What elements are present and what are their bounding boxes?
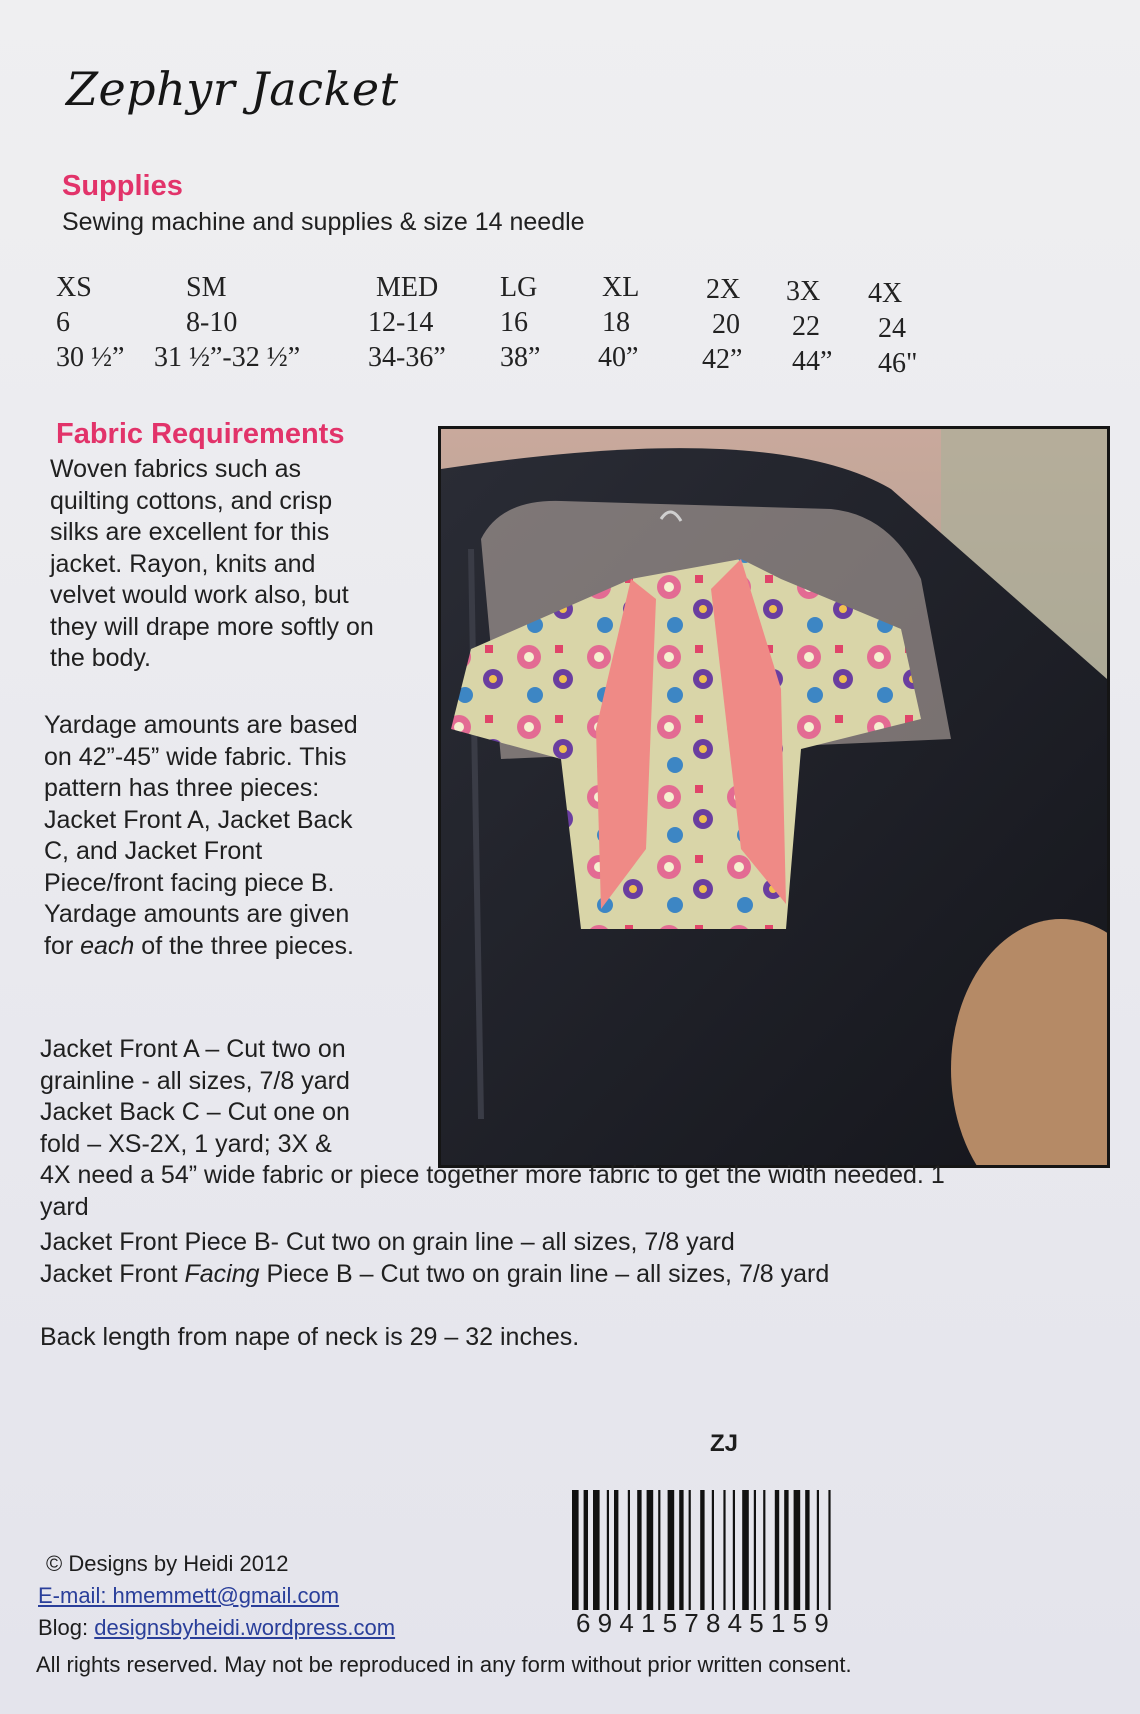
text-line: Piece/front facing piece B. (44, 868, 335, 897)
size-measure: 44” (792, 346, 833, 377)
text-line: Woven fabrics such as (50, 455, 302, 483)
barcode-bar (828, 1490, 830, 1610)
text-line: fold – XS-2X, 1 yard; 3X & (40, 1129, 332, 1158)
size-label: LG (500, 272, 538, 303)
size-label: MED (376, 272, 439, 303)
text-line: jacket. Rayon, knits and (50, 549, 316, 578)
fabric-heading: Fabric Requirements (56, 418, 345, 450)
size-measure: 34-36” (368, 342, 446, 373)
size-measure: 31 ½”-32 ½” (154, 342, 301, 373)
text-line: the body. (50, 644, 152, 672)
back-length-note: Back length from nape of neck is 29 – 32 inches. (40, 1323, 580, 1351)
size-column (868, 276, 917, 381)
supplies-text: Sewing machine and supplies & size 14 needle (62, 208, 585, 236)
size-label: XS (56, 272, 92, 303)
barcode-bar (723, 1490, 725, 1610)
text-line (40, 1259, 1100, 1291)
barcode-bar (742, 1490, 749, 1610)
barcode-bar (754, 1490, 756, 1610)
text-line: C, and Jacket Front (44, 837, 263, 865)
size-number: 20 (712, 309, 740, 340)
blog-line (38, 1612, 395, 1644)
size-column (154, 270, 300, 375)
size-column (368, 270, 446, 375)
barcode-bar (614, 1490, 618, 1610)
size-number: 6 (56, 307, 70, 338)
barcode-number: 694157845159 (576, 1608, 836, 1638)
emphasis: each (80, 931, 135, 960)
barcode-bar (805, 1490, 809, 1610)
barcode-bar (658, 1490, 660, 1610)
supplies-heading: Supplies (62, 170, 183, 202)
fabric-paragraph-1 (50, 454, 430, 675)
text-fragment: Piece B – Cut two on grain line – all sizes, 7/8 yard (259, 1259, 830, 1288)
text-line: silks are excellent for this (50, 518, 330, 546)
barcode-bar (689, 1490, 691, 1610)
barcode-bar (733, 1490, 735, 1610)
barcode-bar (607, 1490, 609, 1610)
rights-notice: All rights reserved. May not be reproduced in any form without prior written consent. (36, 1652, 852, 1677)
barcode-bar (817, 1490, 819, 1610)
product-code: ZJ (710, 1430, 739, 1457)
size-number: 22 (792, 311, 820, 342)
text-fragment: for (44, 931, 81, 960)
size-column (702, 272, 742, 377)
text-line: velvet would work also, but (50, 581, 349, 609)
copyright: © Designs by Heidi 2012 (46, 1551, 289, 1576)
barcode-bar (572, 1490, 579, 1610)
size-label: SM (186, 272, 227, 303)
fabric-paragraph-2 (44, 710, 434, 962)
text-line: on 42”-45” wide fabric. This (44, 742, 347, 771)
size-measure: 42” (702, 344, 743, 375)
text-line: Jacket Front Piece B- Cut two on grain line – all sizes, 7/8 yard (40, 1228, 735, 1256)
blog-label: Blog: (38, 1615, 95, 1640)
text-line: Jacket Front A, Jacket Back (44, 805, 353, 834)
text-line: yard (40, 1192, 89, 1221)
barcode-bar (700, 1490, 704, 1610)
size-number: 12-14 (368, 307, 434, 338)
text-fragment: of the three pieces. (134, 931, 354, 960)
text-line: they will drape more softly on (50, 612, 374, 641)
text-line (44, 931, 434, 963)
size-measure: 40” (598, 342, 639, 373)
blog-link[interactable]: designsbyheidi.wordpress.com (94, 1615, 396, 1640)
text-line: quilting cottons, and crisp (50, 486, 333, 515)
text-line: Jacket Front A – Cut two on (40, 1035, 346, 1063)
text-line: pattern has three pieces: (44, 774, 320, 802)
size-label: 3X (786, 276, 821, 307)
barcode-bar (628, 1490, 630, 1610)
size-number: 16 (500, 307, 528, 338)
barcode-bar (775, 1490, 779, 1610)
text-line: Jacket Back C – Cut one on (40, 1098, 350, 1126)
barcode-bar (712, 1490, 714, 1610)
emphasis: Facing (184, 1259, 260, 1288)
size-number: 18 (602, 307, 630, 338)
size-label: 4X (868, 278, 903, 309)
text-line: grainline - all sizes, 7/8 yard (40, 1066, 350, 1095)
barcode-bar (679, 1490, 683, 1610)
size-column (786, 274, 832, 379)
size-number: 24 (878, 313, 906, 344)
barcode (572, 1490, 876, 1610)
size-number: 8-10 (186, 307, 238, 338)
size-label: 2X (706, 274, 741, 305)
page-title: Zephyr Jacket (66, 62, 399, 116)
text-line: 4X need a 54” wide fabric or piece together more fabric to get the width needed. 1 (40, 1161, 945, 1189)
email-link[interactable]: E-mail: hmemmett@gmail.com (38, 1583, 340, 1608)
size-measure: 38” (500, 342, 541, 373)
text-line: Yardage amounts are based (44, 711, 358, 739)
size-column (598, 270, 639, 375)
barcode-bar (647, 1490, 654, 1610)
barcode-bar (593, 1490, 600, 1610)
barcode-bar (784, 1490, 788, 1610)
size-chart (56, 270, 956, 380)
size-label: XL (602, 272, 640, 303)
size-column (56, 270, 124, 375)
barcode-bar (637, 1490, 641, 1610)
size-measure: 46" (878, 348, 918, 379)
size-column (500, 270, 540, 375)
barcode-bar (763, 1490, 765, 1610)
text-line: Yardage amounts are given (44, 900, 350, 928)
barcode-bar (794, 1490, 801, 1610)
barcode-bar (584, 1490, 588, 1610)
cut-list (40, 1034, 1100, 1290)
text-fragment: Jacket Front (40, 1259, 185, 1288)
size-measure: 30 ½” (56, 342, 125, 373)
barcode-bar (668, 1490, 675, 1610)
footer (38, 1548, 395, 1644)
